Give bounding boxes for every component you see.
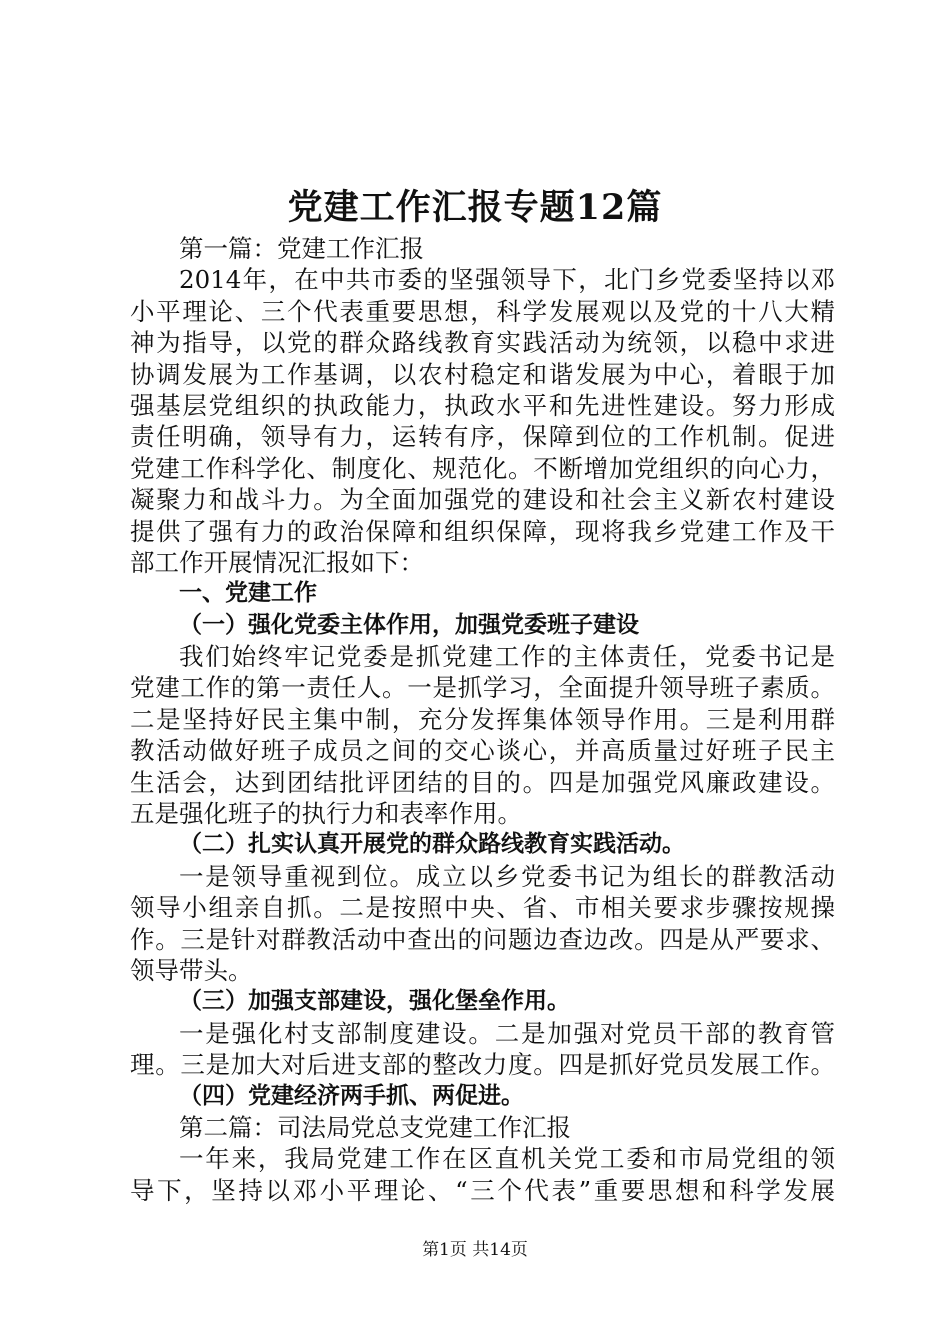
section-heading-line: （三）加强支部建设，强化堡垒作用。 (179, 988, 570, 1015)
paragraph-line: 我们始终牢记党委是抓党建工作的主体责任，党委书记是 (179, 642, 835, 672)
paragraph-line: 2014年，在中共市委的坚强领导下，北门乡党委坚持以邓 (179, 265, 835, 295)
document-body (130, 233, 835, 1206)
paragraph-line: 责任明确，领导有力，运转有序，保障到位的工作机制。促进 (130, 422, 835, 452)
paragraph-line: 神为指导，以党的群众路线教育实践活动为统领，以稳中求进 (130, 328, 835, 358)
paragraph-line: 一是强化村支部制度建设。二是加强对党员干部的教育管 (179, 1018, 835, 1048)
paragraph-line: 理。三是加大对后进支部的整改力度。四是抓好党员发展工作。 (130, 1050, 835, 1080)
section-heading-line: （四）党建经济两手抓、两促进。 (179, 1082, 524, 1109)
paragraph-line: 第二篇：司法局党总支党建工作汇报 (179, 1112, 571, 1142)
paragraph-line: 强基层党组织的执政能力，执政水平和先进性建设。努力形成 (130, 390, 835, 420)
paragraph-line: 提供了强有力的政治保障和组织保障，现将我乡党建工作及干 (130, 516, 835, 546)
section-heading-line: （一）强化党委主体作用，加强党委班子建设 (179, 611, 639, 638)
paragraph-line: 一年来，我局党建工作在区直机关党工委和市局党组的领 (179, 1144, 835, 1174)
paragraph-line: 五是强化班子的执行力和表率作用。 (130, 799, 522, 829)
document-title: 党建工作汇报专题12篇 (287, 187, 663, 228)
paragraph-line: 教活动做好班子成员之间的交心谈心，并高质量过好班子民主 (130, 736, 835, 766)
section-heading-line: 一、党建工作 (179, 580, 317, 607)
paragraph-line: 凝聚力和战斗力。为全面加强党的建设和社会主义新农村建设 (130, 485, 835, 515)
paragraph-line: 党建工作的第一责任人。一是抓学习，全面提升领导班子素质。 (130, 673, 835, 703)
paragraph-line: 生活会，达到团结批评团结的目的。四是加强党风廉政建设。 (130, 767, 835, 797)
section-heading-line: （二）扎实认真开展党的群众路线教育实践活动。 (179, 831, 685, 858)
paragraph-line: 部工作开展情况汇报如下： (130, 547, 424, 577)
paragraph-line: 导下，坚持以邓小平理论、“三个代表”重要思想和科学发展 (130, 1175, 835, 1205)
paragraph-line: 第一篇：党建工作汇报 (179, 234, 424, 263)
paragraph-line: 领导带头。 (130, 955, 253, 985)
paragraph-line: 党建工作科学化、制度化、规范化。不断增加党组织的向心力， (130, 453, 835, 483)
paragraph-line: 小平理论、三个代表重要思想，科学发展观以及党的十八大精 (130, 296, 835, 326)
paragraph-line: 二是坚持好民主集中制，充分发挥集体领导作用。三是利用群 (130, 704, 835, 734)
paragraph-line: 作。三是针对群教活动中查出的问题边查边改。四是从严要求、 (130, 924, 835, 954)
paragraph-line: 一是领导重视到位。成立以乡党委书记为组长的群教活动 (179, 861, 835, 891)
paragraph-line: 协调发展为工作基调，以农村稳定和谐发展为中心，着眼于加 (130, 359, 835, 389)
page-footer: 第1页 共14页 (422, 1240, 528, 1260)
paragraph-line: 领导小组亲自抓。二是按照中央、省、市相关要求步骤按规操 (130, 893, 835, 923)
